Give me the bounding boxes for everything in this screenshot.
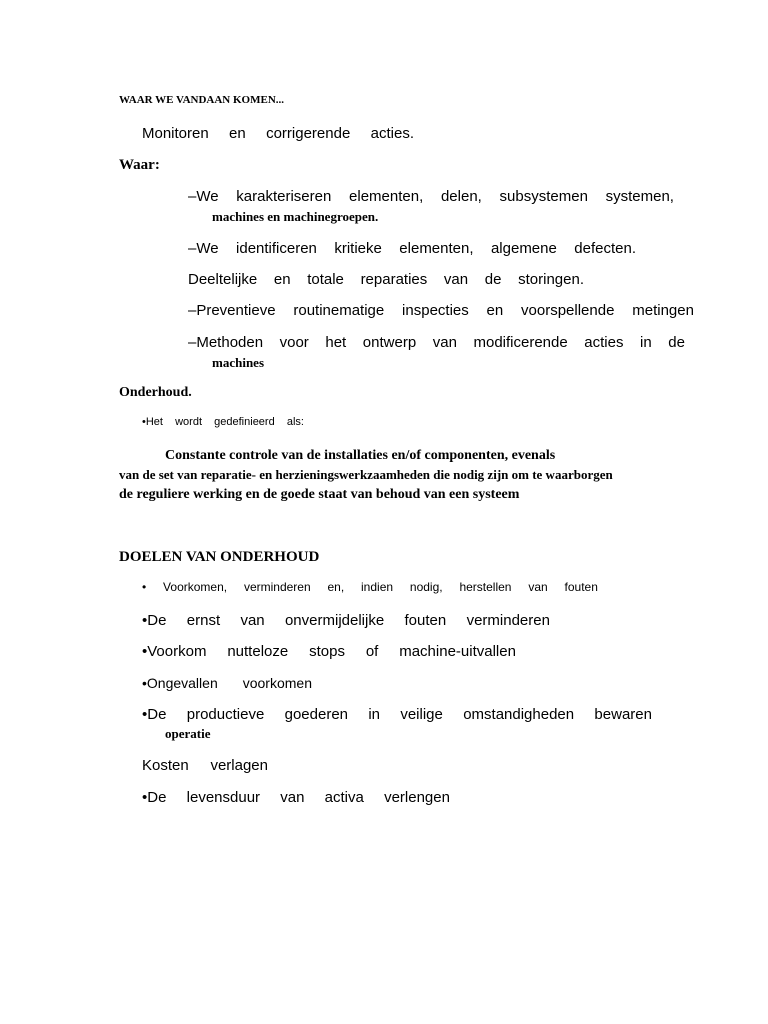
goal-item-severity: •De ernst van onvermijdelijke fouten verminderen [142, 612, 550, 629]
intro-line: Monitoren en corrigerende acties. [142, 125, 414, 142]
goal-item-prevent: • Voorkomen, verminderen en, indien nodig, herstellen van fouten [142, 580, 598, 594]
list-item-methods-cont: machines [212, 355, 264, 370]
goal-item-preserve: •De productieve goederen in veilige omstandigheden bewaren [142, 706, 652, 723]
list-item-methods: –Methoden voor het ontwerp van modificerende acties in de [188, 334, 685, 351]
list-item-preventive: –Preventieve routinematige inspecties en voorspellende metingen [188, 302, 694, 319]
list-item-characterize: –We karakteriseren elementen, delen, subsystemen systemen, [188, 188, 674, 205]
goal-item-accidents: •Ongevallen voorkomen [142, 675, 312, 691]
list-item-identify: –We identificeren kritieke elementen, algemene defecten. [188, 240, 636, 257]
goal-item-preserve-cont: operatie [165, 726, 211, 741]
waar-label: Waar: [119, 157, 160, 173]
goal-item-costs: Kosten verlagen [142, 757, 268, 774]
goal-item-stops: •Voorkom nutteloze stops of machine-uitvallen [142, 643, 516, 660]
definition-line-1: Constante controle van de installaties en/of componenten, evenals [165, 448, 556, 463]
definition-line-3: de reguliere werking en de goede staat van behoud van een systeem [119, 487, 520, 502]
section-heading-maintenance: Onderhoud. [119, 385, 192, 400]
list-item-characterize-cont: machines en machinegroepen. [212, 209, 379, 224]
goal-item-lifespan: •De levensduur van activa verlengen [142, 789, 450, 806]
definition-line-2: van de set van reparatie- en herzieningswerkzaamheden die nodig zijn om te waarborgen [119, 467, 613, 482]
list-item-repairs: Deeltelijke en totale reparaties van de storingen. [188, 271, 584, 288]
definition-intro: •Het wordt gedefinieerd als: [142, 416, 304, 428]
section-heading-goals: DOELEN VAN ONDERHOUD [119, 549, 320, 565]
section-heading-origin: WAAR WE VANDAAN KOMEN... [119, 94, 285, 106]
